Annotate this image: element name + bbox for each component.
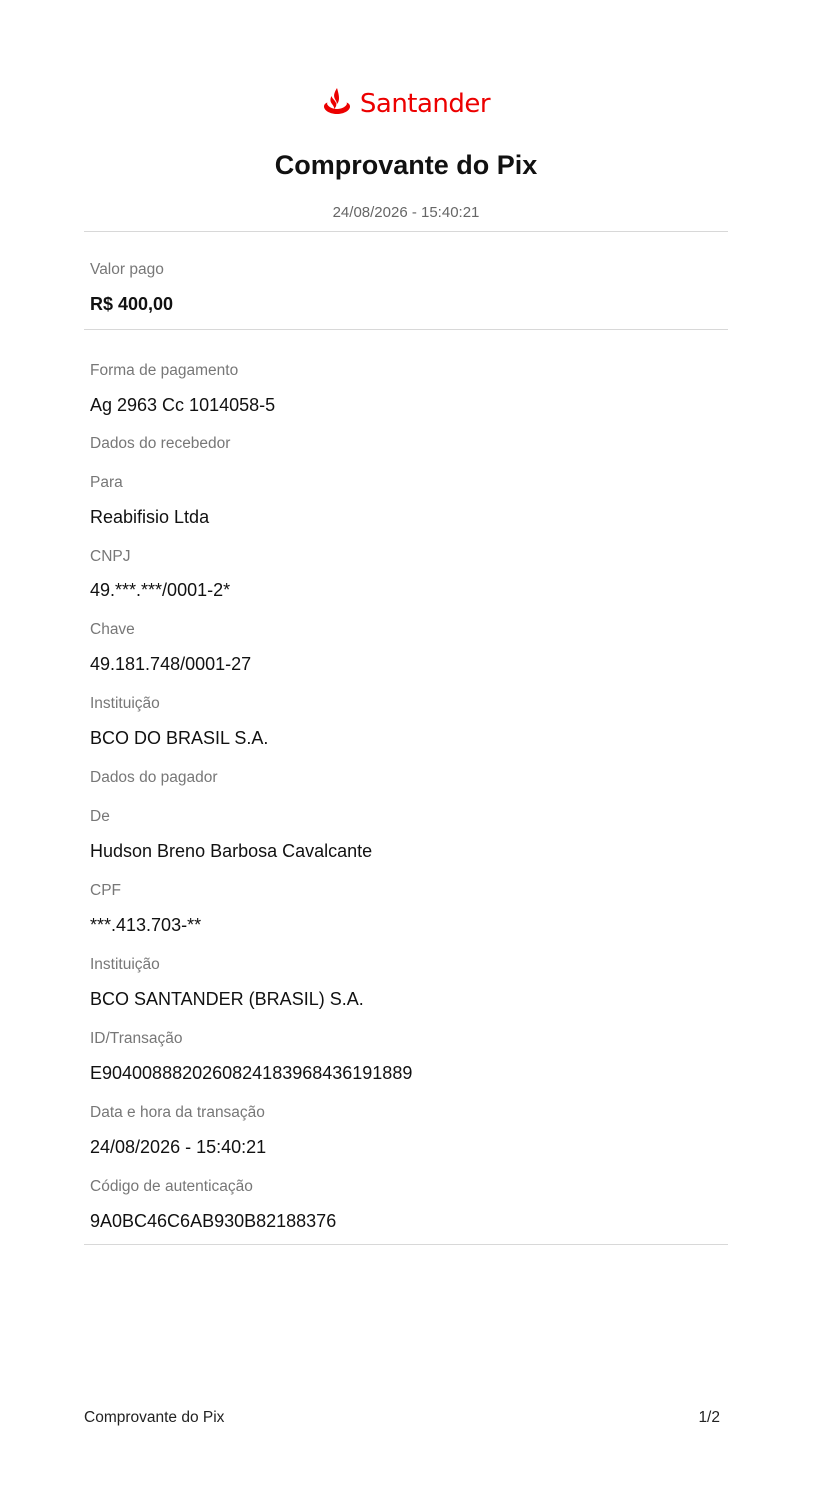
key-label: Chave	[90, 621, 135, 638]
cpf-label: CPF	[90, 882, 121, 899]
to-value: Reabifisio Ltda	[90, 507, 210, 527]
receipt-datetime: 24/08/2026 - 15:40:21	[332, 204, 480, 221]
divider	[84, 329, 728, 330]
payment-method-label: Forma de pagamento	[90, 362, 239, 379]
page-title: Comprovante do Pix	[274, 150, 538, 180]
auth-code-label: Código de autenticação	[90, 1178, 253, 1195]
auth-code-value: 9A0BC46C6AB930B82188376	[90, 1211, 337, 1231]
transaction-datetime-value: 24/08/2026 - 15:40:21	[90, 1137, 267, 1157]
payer-section-heading: Dados do pagador	[90, 769, 218, 786]
brand-name: Santander	[359, 88, 491, 119]
amount-label: Valor pago	[90, 261, 164, 278]
receiver-institution-value: BCO DO BRASIL S.A.	[90, 728, 269, 748]
cnpj-label: CNPJ	[90, 548, 131, 565]
divider	[84, 1244, 728, 1245]
cpf-value: ***.413.703-**	[90, 915, 202, 935]
transaction-id-label: ID/Transação	[90, 1030, 183, 1047]
payer-institution-label: Instituição	[90, 956, 160, 973]
to-label: Para	[90, 474, 123, 491]
brand-logo	[84, 86, 728, 126]
key-value: 49.181.748/0001-27	[90, 654, 252, 674]
divider	[84, 231, 728, 232]
santander-flame-icon	[322, 86, 352, 121]
from-label: De	[90, 808, 110, 825]
amount-value: R$ 400,00	[90, 294, 174, 314]
receiver-section-heading: Dados do recebedor	[90, 435, 231, 452]
payment-method-value: Ag 2963 Cc 1014058-5	[90, 395, 276, 415]
receiver-institution-label: Instituição	[90, 695, 160, 712]
transaction-datetime-label: Data e hora da transação	[90, 1104, 265, 1121]
transaction-id-value: E90400888202608241839684361918​89	[90, 1063, 413, 1083]
page-number: 1/2	[698, 1409, 720, 1426]
payer-institution-value: BCO SANTANDER (BRASIL) S.A.	[90, 989, 364, 1009]
from-value: Hudson Breno Barbosa Cavalcante	[90, 841, 373, 861]
footer-title: Comprovante do Pix	[84, 1409, 225, 1426]
cnpj-value: 49.***.***/0001-2*	[90, 580, 231, 600]
